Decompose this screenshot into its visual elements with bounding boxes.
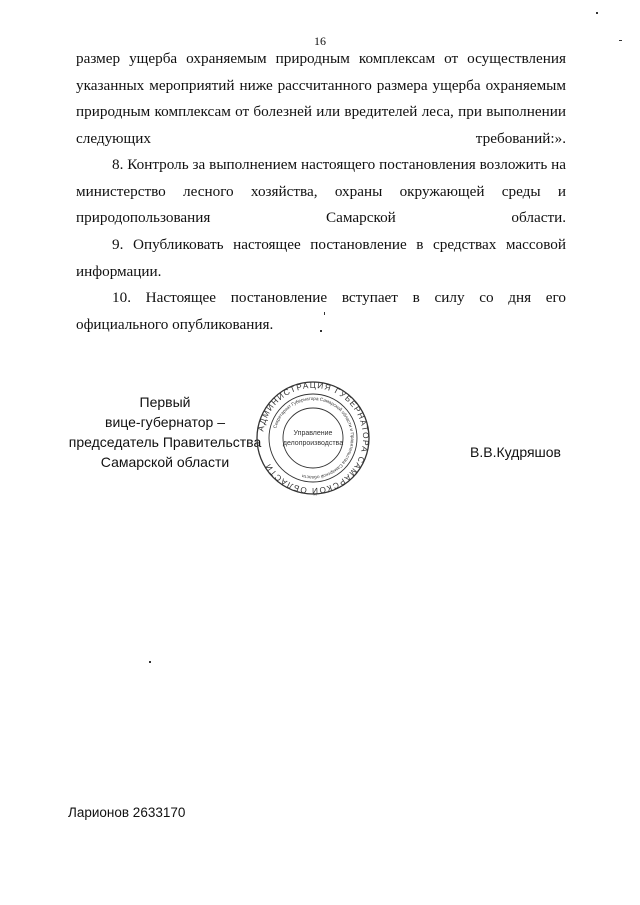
signatory-title-line: вице-губернатор –	[105, 414, 225, 430]
official-seal	[255, 380, 371, 496]
signatory-name: В.В.Кудряшов	[470, 444, 561, 460]
paragraph-item-10: 10. Настоящее постановление вступает в силу со дня его официального опубликования.	[76, 289, 566, 333]
seal-center-line: Управление	[293, 430, 333, 437]
signatory-title	[60, 392, 270, 472]
footer-contact: Ларионов 2633170	[68, 805, 186, 820]
seal-outer-text: АДМИНИСТРАЦИЯ ГУБЕРНАТОРА САМАРСКОЙ ОБЛАСТИ	[256, 380, 371, 496]
signatory-title-line: Первый	[139, 394, 191, 410]
scan-speck	[320, 330, 322, 332]
scan-speck	[149, 661, 151, 663]
seal-inner-text: Секретариат Губернатора Самарской области и Правительства Самарской области	[272, 395, 356, 481]
signatory-title-line: председатель Правительства	[68, 434, 262, 450]
paragraph-item-8: 8. Контроль за выполнением настоящего постановления возложить на министерство лесного хозяйства, охраны окружающей среды и природопользования Самарской области.	[76, 156, 566, 226]
scan-speck	[324, 312, 325, 315]
seal-center-line: делопроизводства	[282, 440, 344, 447]
page-number: 16	[314, 34, 326, 48]
scan-speck	[596, 12, 598, 14]
scan-speck	[619, 40, 622, 41]
paragraph-item-9: 9. Опубликовать настоящее постановление в средствах массовой информации.	[76, 236, 566, 280]
paragraph-continuation: размер ущерба охраняемым природным комплексам от осуществления указанных мероприятий ниже рассчитанного размера ущерба охраняемым природным комплексам от болезней или вредителей леса, при выполнении следующих требований:».	[76, 50, 566, 147]
signatory-title-line: Самарской области	[100, 454, 230, 470]
